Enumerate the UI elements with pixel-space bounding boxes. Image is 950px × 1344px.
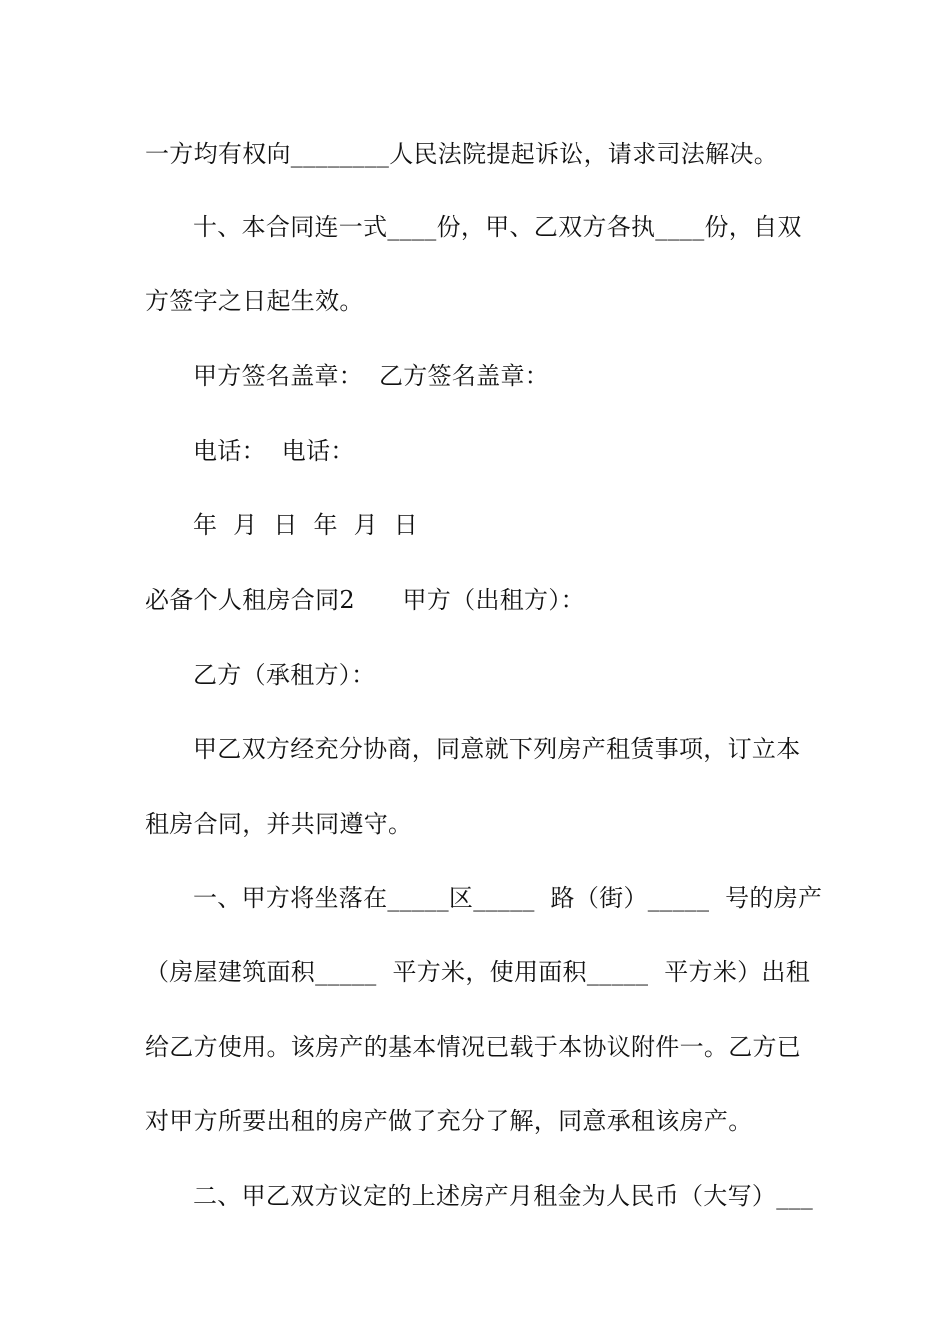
phone-line: 电话： 电话： — [193, 437, 355, 465]
party-b-line: 乙方（承租方）： — [193, 661, 376, 689]
text-line-9: 甲乙双方经充分协商，同意就下列房产租赁事项，订立本 — [193, 735, 801, 763]
text-line-14: 对甲方所要出租的房产做了充分了解，同意承租该房产。 — [145, 1107, 753, 1135]
date-line: 年 月 日 年 月 日 — [193, 511, 419, 539]
text-line-11: 一、甲方将坐落在_____区_____ 路（街）_____ 号的房产 — [193, 884, 823, 912]
text-line-15: 二、甲乙双方议定的上述房产月租金为人民币（大写）___ — [193, 1182, 814, 1210]
text-line-13: 给乙方使用。该房产的基本情况已载于本协议附件一。乙方已 — [145, 1033, 802, 1061]
text-line-2: 十、本合同连一式____份，甲、乙双方各执____份，自双 — [193, 213, 802, 241]
contract-title-line: 必备个人租房合同2 甲方（出租方）： — [145, 586, 585, 614]
text-line-10: 租房合同，并共同遵守。 — [145, 810, 413, 838]
signature-line: 甲方签名盖章： 乙方签名盖章： — [193, 362, 550, 390]
text-line-1: 一方均有权向________人民法院提起诉讼，请求司法解决。 — [145, 140, 778, 168]
text-line-3: 方签字之日起生效。 — [145, 287, 364, 315]
text-line-12: （房屋建筑面积_____ 平方米，使用面积_____ 平方米）出租 — [145, 958, 811, 986]
